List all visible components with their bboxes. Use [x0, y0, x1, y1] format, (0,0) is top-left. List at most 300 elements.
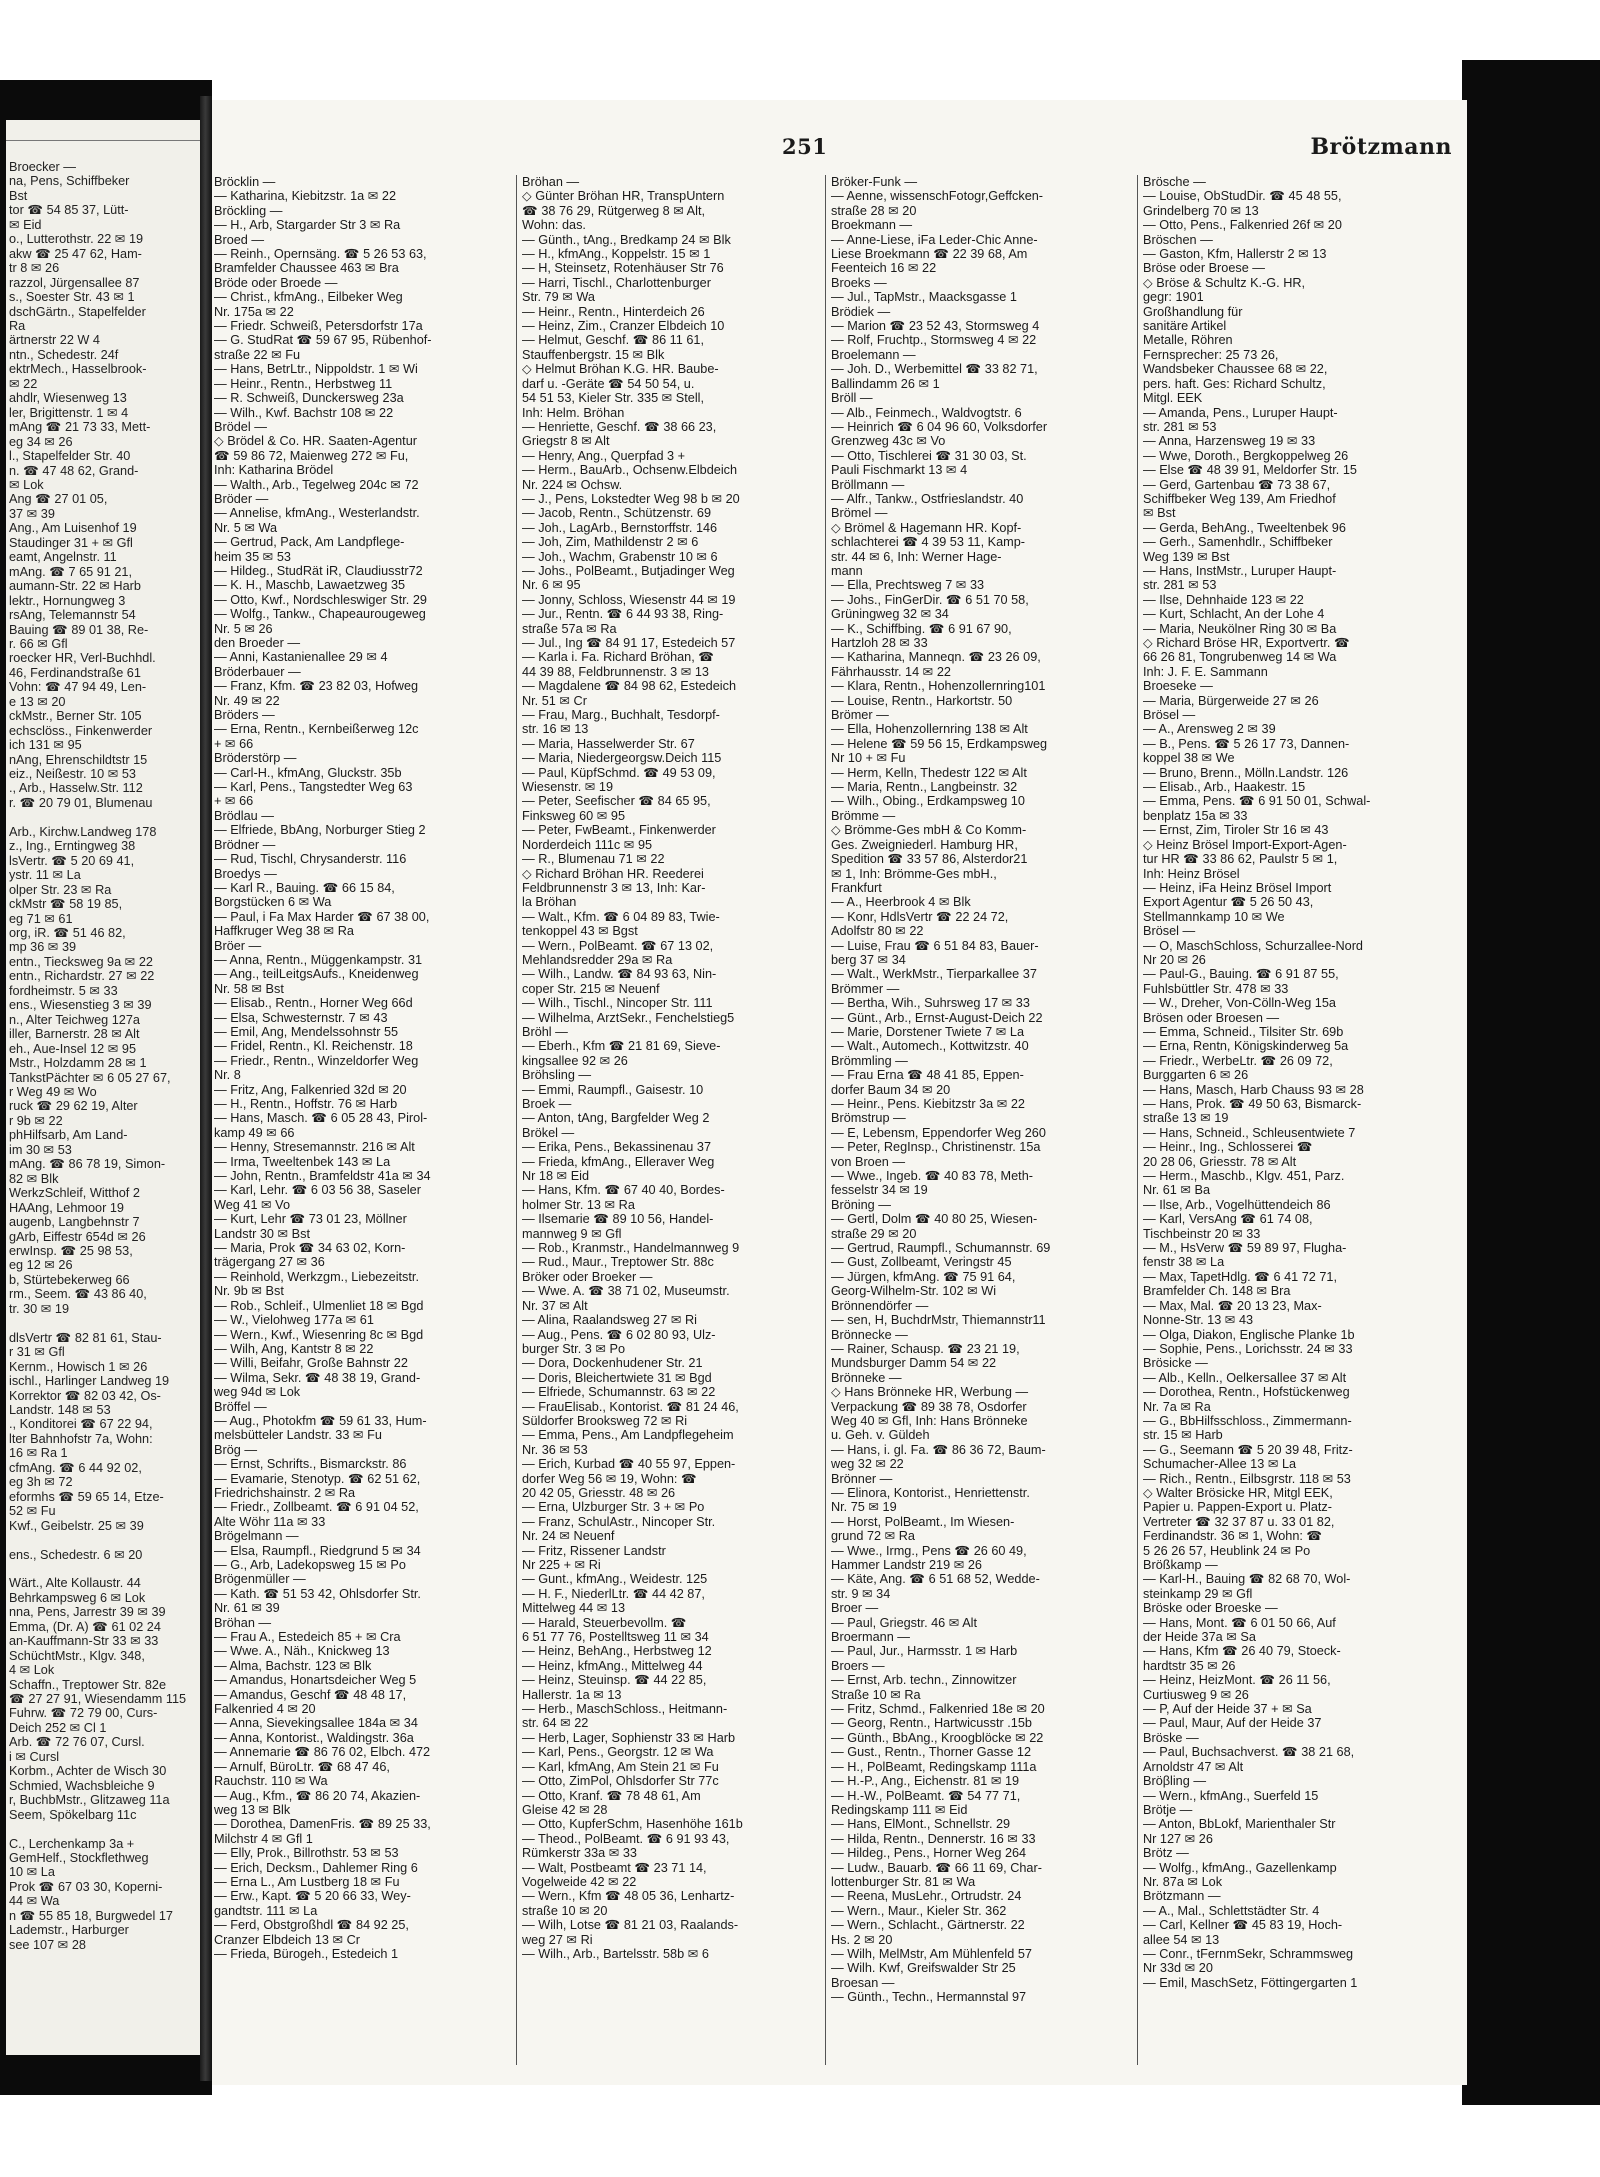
- directory-entry-line: Adolfstr 80 ✉ 22: [831, 924, 924, 939]
- directory-entry-line: — Anton, BbLokf, Marienthaler Str: [1143, 1817, 1336, 1832]
- directory-entry-line: Broedys —: [214, 866, 277, 881]
- directory-entry-line: 20 42 05, Griesstr. 48 ✉ 26: [522, 1485, 676, 1500]
- left-page-line: Schaffn., Treptower Str. 82e: [9, 1677, 167, 1692]
- directory-entry-line: — H.-W., PolBeamt. ☎ 54 77 71,: [831, 1788, 1021, 1803]
- directory-entry-line: + ✉ 66: [214, 794, 254, 809]
- directory-entry-line: — Wilh, Ang, Kantstr 8 ✉ 22: [214, 1341, 374, 1356]
- directory-entry-line: Wohn: das.: [522, 218, 586, 233]
- left-page-line: augenb, Langbehnstr 7: [9, 1215, 140, 1230]
- left-page-line: nna, Pens, Jarrestr 39 ✉ 39: [9, 1605, 166, 1620]
- directory-entry-line: — Otto, Pens., Falkenried 26f ✉ 20: [1143, 218, 1342, 233]
- left-page-rule: [6, 140, 200, 141]
- directory-entry-line: straße 22 ✉ Fu: [214, 347, 301, 362]
- directory-entry-line: str. 64 ✉ 22: [522, 1716, 589, 1731]
- directory-entry-line: Hartzloh 28 ✉ 33: [831, 636, 928, 650]
- left-page-line: n ☎ 55 85 18, Burgwedel 17: [9, 1908, 173, 1923]
- directory-entry-line: weg 94d ✉ Lok: [214, 1385, 301, 1400]
- directory-entry-line: la Bröhan: [522, 895, 577, 910]
- directory-entry-line: hardtstr 35 ✉ 26: [1143, 1658, 1236, 1673]
- directory-entry-line: — Maria, Niedergeorgsw.Deich 115: [522, 751, 722, 766]
- directory-entry-line: Inh: Heinz Brösel: [1143, 866, 1240, 881]
- directory-entry-line: — Wern., kfmAng., Suerfeld 15: [1143, 1788, 1319, 1803]
- directory-entry-line: Stellmannkamp 10 ✉ We: [1143, 909, 1285, 924]
- left-page-line: Behrkampsweg 6 ✉ Lok: [9, 1590, 146, 1605]
- directory-entry-line: Broed —: [214, 232, 265, 247]
- directory-entry-line: — Annelise, kfmAng., Westerlandstr.: [214, 506, 420, 521]
- directory-entry-line: Brögenmüller —: [214, 1572, 306, 1587]
- directory-entry-line: Georg-Wilhelm-Str. 102 ✉ Wi: [831, 1284, 997, 1299]
- directory-entry-line: 20 28 06, Griesstr. 78 ✉ Alt: [1143, 1154, 1297, 1169]
- left-page-line: eformhs ☎ 59 65 14, Etze-: [9, 1489, 164, 1504]
- directory-entry-line: Nr. 51 ✉ Cr: [522, 693, 587, 708]
- directory-entry-line: Alte Wöhr 11a ✉ 33: [214, 1514, 326, 1529]
- directory-entry-line: u. Geh. v. Güldeh: [831, 1428, 930, 1443]
- directory-entry-line: Bröhan —: [214, 1615, 272, 1630]
- directory-entry-line: Nr. 61 ✉ 39: [214, 1601, 280, 1616]
- directory-entry-line: — Frau Erna ☎ 48 41 85, Eppen-: [831, 1068, 1024, 1083]
- directory-entry-line: — K., Schiffbing. ☎ 6 91 67 90,: [831, 621, 1012, 636]
- directory-entry-line: — Erna, Rentn., Kernbeißerweg 12c: [214, 722, 419, 737]
- left-page-line: ✉ Lok: [9, 477, 44, 492]
- directory-entry-line: Brödiek —: [831, 304, 891, 319]
- directory-entry-line: — Gertrud, Pack, Am Landpflege-: [214, 535, 405, 550]
- directory-entry-line: Brötz —: [1143, 1846, 1189, 1861]
- left-page-column: [9, 160, 197, 2055]
- column-divider: [1137, 175, 1138, 2065]
- directory-entry-line: — Alb., Kelln., Oelkersallee 37 ✉ Alt: [1143, 1370, 1347, 1385]
- directory-entry-line: — Heinz, Steuinsp. ☎ 44 22 85,: [522, 1673, 707, 1688]
- left-page-line: dschGärtn., Stapelfelder: [9, 304, 146, 319]
- directory-entry-line: straße 57a ✉ Ra: [522, 621, 617, 636]
- directory-entry-line: — E, Lebensm, Eppendorfer Weg 260: [831, 1125, 1046, 1140]
- directory-entry-line: — Hans, Kfm. ☎ 67 40 40, Bordes-: [522, 1183, 725, 1198]
- directory-entry-line: Fernsprecher: 25 73 26,: [1143, 347, 1279, 362]
- directory-entry-line: Nonne-Str. 13 ✉ 43: [1143, 1313, 1254, 1328]
- directory-entry-line: Vertreter ☎ 32 37 87 u. 33 01 82,: [1143, 1514, 1335, 1529]
- directory-entry-line: — Wern., PolBeamt. ☎ 67 13 02,: [522, 938, 714, 953]
- directory-entry-line: — Katharina, Manneqn. ☎ 23 26 09,: [831, 650, 1041, 665]
- directory-entry-line: Nr. 9b ✉ Bst: [214, 1284, 284, 1299]
- directory-entry-line: — Carl-H., kfmAng, Gluckstr. 35b: [214, 765, 402, 780]
- directory-entry-line: — Conr., tFernmSekr, Schrammsweg: [1143, 1946, 1354, 1961]
- directory-entry-line: Export Agentur ☎ 5 26 50 43,: [1143, 895, 1314, 910]
- directory-entry-line: mann: [831, 563, 863, 578]
- directory-entry-line: Ges. Zweigniederl. Hamburg HR,: [831, 837, 1018, 852]
- directory-entry-line: Curtiusweg 9 ✉ 26: [1143, 1687, 1249, 1702]
- directory-entry-line: — Hans, Masch, Harb Chauss 93 ✉ 28: [1143, 1082, 1364, 1097]
- directory-entry-line: — Louise, ObStudDir. ☎ 45 48 55,: [1143, 189, 1342, 204]
- directory-entry-line: ◇ Hans Brönneke HR, Werbung —: [831, 1385, 1029, 1400]
- directory-entry-line: trägergang 27 ✉ 36: [214, 1255, 325, 1270]
- directory-entry-line: straße 10 ✉ 20: [522, 1903, 608, 1918]
- directory-entry-line: — Paul, i Fa Max Harder ☎ 67 38 00,: [214, 909, 430, 924]
- left-page-line: Korbm., Achter de Wisch 30: [9, 1764, 167, 1779]
- left-page-line: n. ☎ 47 48 62, Grand-: [9, 463, 139, 478]
- directory-entry-line: Bröhsling —: [522, 1068, 592, 1083]
- left-page-line: ens., Schedestr. 6 ✉ 20: [9, 1547, 143, 1562]
- directory-entry-line: Nr. 58 ✉ Bst: [214, 981, 284, 996]
- left-page-line: 44 ✉ Wa: [9, 1894, 60, 1909]
- left-page-line: nAng, Ehrenschildtstr 15: [9, 752, 148, 767]
- left-page-line: r. 66 ✉ Gfl: [9, 636, 68, 651]
- directory-entry-line: — Otto, KupferSchm, Hasenhöhe 161b: [522, 1817, 743, 1832]
- directory-entry-line: Bröckling —: [214, 203, 283, 218]
- left-page-line: Ang., Am Luisenhof 19: [9, 521, 137, 536]
- directory-entry-line: darf u. -Geräte ☎ 54 50 54, u.: [522, 376, 695, 391]
- left-page-line: eg 3h ✉ 72: [9, 1475, 73, 1490]
- directory-entry-line: — Elsa, Raumpfl., Riedgrund 5 ✉ 34: [214, 1543, 421, 1558]
- directory-entry-line: Frankfurt: [831, 880, 882, 895]
- directory-entry-line: — Friedr., WerbeLtr. ☎ 26 09 72,: [1143, 1053, 1333, 1068]
- directory-entry-line: Brömer —: [831, 708, 889, 723]
- left-page-line: see 107 ✉ 28: [9, 1937, 86, 1952]
- directory-entry-line: Bröse oder Broese —: [1143, 261, 1265, 276]
- directory-entry-line: — Harri, Tischl., Charlottenburger: [522, 275, 711, 290]
- directory-entry-line: Bröder —: [214, 491, 269, 506]
- left-page-line: Deich 252 ✉ Cl 1: [9, 1720, 107, 1735]
- directory-entry-line: Nr 20 ✉ 26: [1143, 952, 1206, 967]
- directory-entry-line: Metalle, Röhren: [1143, 333, 1233, 348]
- directory-entry-line: — Gertrud, Raumpfl., Schumannstr. 69: [831, 1241, 1051, 1256]
- running-head: Brötzmann: [1310, 134, 1452, 160]
- directory-entry-line: — Reena, MusLehr., Ortrudstr. 24: [831, 1889, 1022, 1904]
- directory-entry-line: — Paul, Buchsachverst. ☎ 38 21 68,: [1143, 1745, 1355, 1760]
- directory-entry-line: — A., Mal., Schlettstädter Str. 4: [1143, 1903, 1320, 1918]
- left-page-line: 46, Ferdinandstraße 61: [9, 665, 141, 680]
- directory-entry-line: — Wwe., Irmg., Pens ☎ 26 60 49,: [831, 1543, 1027, 1558]
- directory-entry-line: — A., Heerbrook 4 ✉ Blk: [831, 895, 971, 910]
- directory-entry-line: str. 281 ✉ 53: [1143, 578, 1217, 593]
- directory-entry-line: Norderdeich 111c ✉ 95: [522, 837, 653, 852]
- directory-entry-line: — R. Schweiß, Dunckersweg 23a: [214, 391, 404, 406]
- directory-entry-line: Bröcklin —: [214, 175, 276, 189]
- directory-entry-line: — Karl, kfmAng, Am Stein 21 ✉ Fu: [522, 1759, 719, 1774]
- directory-entry-line: — Hans, ElMont., Schnellstr. 29: [831, 1817, 1011, 1832]
- directory-entry-line: Grindelberg 70 ✉ 13: [1143, 203, 1259, 218]
- left-page-line: b, Stürtebekerweg 66: [9, 1272, 130, 1287]
- directory-entry-line: — K. H., Maschb, Lawaetzweg 35: [214, 578, 406, 593]
- directory-entry-line: — Frau A., Estedeich 85 + ✉ Cra: [214, 1630, 401, 1645]
- directory-entry-line: — Henriette, Geschf. ☎ 38 66 23,: [522, 419, 717, 434]
- directory-entry-line: — Paul, Maur, Auf der Heide 37: [1143, 1716, 1322, 1731]
- directory-entry-line: — Fritz, Ang, Falkenried 32d ✉ 20: [214, 1082, 407, 1097]
- directory-entry-line: — Sophie, Pens., Lorichsstr. 24 ✉ 33: [1143, 1341, 1353, 1356]
- directory-entry-line: den Broeder —: [214, 636, 301, 650]
- directory-entry-line: — Wolfg., Tankw., Chapeaurougeweg: [214, 607, 426, 622]
- directory-entry-line: — Klara, Rentn., Hohenzollernring101: [831, 679, 1046, 694]
- directory-entry-line: Nr 10 + ✉ Fu: [831, 751, 906, 766]
- left-page-line: eg 34 ✉ 26: [9, 434, 73, 449]
- directory-entry-line: — Annemarie ☎ 86 76 02, Elbch. 472: [214, 1745, 431, 1760]
- directory-entry-line: — Gaston, Kfm, Hallerstr 2 ✉ 13: [1143, 247, 1327, 262]
- left-page-line: l., Stapelfelder Str. 40: [9, 449, 131, 464]
- left-page-line: Bst: [9, 188, 28, 203]
- left-page-line: iller, Barnerstr. 28 ✉ Alt: [9, 1027, 140, 1042]
- column-divider: [825, 175, 826, 2065]
- directory-entry-line: tur HR ☎ 33 86 62, Paulstr 5 ✉ 1,: [1143, 852, 1338, 867]
- directory-entry-line: 5 26 26 57, Heublink 24 ✉ Po: [1143, 1543, 1311, 1558]
- directory-entry-line: — Joh, Zim, Mathildenstr 2 ✉ 6: [522, 535, 699, 550]
- directory-entry-line: — P, Auf der Heide 37 + ✉ Sa: [1143, 1702, 1312, 1717]
- directory-entry-line: mannweg 9 ✉ Gfl: [522, 1226, 622, 1241]
- directory-entry-line: Vogelweide 42 ✉ 22: [522, 1874, 637, 1889]
- directory-entry-line: Schiffbeker Weg 139, Am Friedhof: [1143, 491, 1336, 506]
- directory-entry-line: — Günth., Techn., Hermannstal 97: [831, 1990, 1027, 2005]
- directory-entry-line: — Wilh, Lotse ☎ 81 21 03, Raalands-: [522, 1918, 739, 1933]
- directory-entry-line: Cranzer Elbdeich 13 ✉ Cr: [214, 1932, 361, 1947]
- directory-entry-line: — Wilh., Arb., Bartelsstr. 58b ✉ 6: [522, 1946, 709, 1961]
- directory-entry-line: — Anna, Rentn., Müggenkampstr. 31: [214, 952, 423, 967]
- left-page-line: mAng. ☎ 86 78 19, Simon-: [9, 1157, 166, 1172]
- directory-entry-line: Bröker-Funk —: [831, 175, 918, 189]
- directory-entry-line: tenkoppel 43 ✉ Bgst: [522, 924, 638, 939]
- directory-entry-line: — Fritz, Rissener Landstr: [522, 1543, 666, 1558]
- directory-entry-line: ◇ Heinz Brösel Import-Export-Agen-: [1143, 837, 1347, 852]
- directory-entry-line: Mitgl. EEK: [1143, 391, 1203, 406]
- directory-entry-line: — Amandus, Honartsdeicher Weg 5: [214, 1673, 417, 1688]
- directory-entry-line: — Otto, Kranf. ☎ 78 48 61, Am: [522, 1788, 701, 1803]
- directory-entry-line: Fährhausstr. 14 ✉ 22: [831, 664, 951, 679]
- directory-entry-line: weg 32 ✉ 22: [831, 1457, 904, 1472]
- directory-entry-line: — Harald, Steuerbevollm. ☎: [522, 1615, 687, 1630]
- directory-entry-line: Brömmling —: [831, 1053, 908, 1068]
- directory-entry-line: — Karl, Pens., Georgstr. 12 ✉ Wa: [522, 1745, 714, 1760]
- directory-entry-line: — Hildeg., Pens., Horner Weg 264: [831, 1846, 1027, 1861]
- directory-entry-line: — Aug., Photokfm ☎ 59 61 33, Hum-: [214, 1413, 427, 1428]
- left-page-line: z., Ing., Erntingweg 38: [9, 839, 136, 854]
- directory-entry-line: Bröders —: [214, 708, 275, 723]
- directory-entry-line: — Ernst, Zim, Tiroler Str 16 ✉ 43: [1143, 823, 1329, 838]
- directory-entry-line: — Alina, Raalandsweg 27 ✉ Ri: [522, 1313, 697, 1328]
- directory-entry-line: Inh: Helm. Bröhan: [522, 405, 625, 420]
- directory-entry-line: Friedrichshainstr. 2 ✉ Ra: [214, 1485, 356, 1500]
- directory-entry-line: schlachterei ☎ 4 39 53 11, Kamp-: [831, 535, 1025, 550]
- directory-entry-line: Bröderstörp —: [214, 751, 297, 766]
- directory-entry-line: Bröer —: [214, 938, 262, 953]
- left-page-line: [9, 810, 197, 824]
- directory-entry-line: — Katharina, Kiebitzstr. 1a ✉ 22: [214, 189, 397, 204]
- directory-entry-line: — Paul-G., Bauing. ☎ 6 91 87 55,: [1143, 967, 1339, 982]
- directory-entry-line: — Walt., Kfm. ☎ 6 04 89 83, Twie-: [522, 909, 720, 924]
- left-page-line: Ang ☎ 27 01 05,: [9, 492, 108, 507]
- left-page-line: ens., Wiesenstieg 3 ✉ 39: [9, 998, 152, 1013]
- directory-entry-line: — Max, Mal. ☎ 20 13 23, Max-: [1143, 1298, 1322, 1313]
- directory-entry-line: — Johs., PolBeamt., Butjadinger Weg: [522, 563, 735, 578]
- directory-entry-line: — Horst, PolBeamt., Im Wiesen-: [831, 1514, 1015, 1529]
- directory-entry-line: Gleise 42 ✉ 28: [522, 1802, 608, 1817]
- left-page-line: Kernm., Howisch 1 ✉ 26: [9, 1359, 148, 1374]
- directory-entry-line: — Dorothea, Rentn., Hofstückenweg: [1143, 1385, 1350, 1400]
- directory-entry-line: — Rainer, Schausp. ☎ 23 21 19,: [831, 1341, 1020, 1356]
- directory-entry-line: Straße 10 ✉ Ra: [831, 1687, 921, 1702]
- directory-entry-line: — Karl R., Bauing. ☎ 66 15 84,: [214, 880, 395, 895]
- directory-entry-line: koppel 38 ✉ We: [1143, 751, 1235, 766]
- directory-entry-line: Mittelweg 44 ✉ 13: [522, 1601, 626, 1616]
- directory-entry-line: Landstr 30 ✉ Bst: [214, 1226, 310, 1241]
- directory-entry-line: — Joh., Wachm, Grabenstr 10 ✉ 6: [522, 549, 718, 564]
- directory-entry-line: melsbütteler Landstr. 33 ✉ Fu: [214, 1428, 382, 1443]
- directory-entry-line: Broer —: [831, 1601, 879, 1616]
- directory-entry-line: — Elly, Prok., Billrothstr. 53 ✉ 53: [214, 1846, 399, 1861]
- directory-entry-line: — Wilh., Landw. ☎ 84 93 63, Nin-: [522, 967, 717, 982]
- left-page-line: rsAng, Telemannstr 54: [9, 608, 136, 623]
- directory-entry-line: — G., Seemann ☎ 5 20 39 48, Fritz-: [1143, 1442, 1353, 1457]
- directory-entry-line: — Max, TapetHdlg. ☎ 6 41 72 71,: [1143, 1269, 1338, 1284]
- directory-entry-line: — Dorothea, DamenFris. ☎ 89 25 33,: [214, 1817, 431, 1832]
- directory-entry-line: Bröker oder Broeker —: [522, 1269, 653, 1284]
- directory-entry-line: dorfer Baum 34 ✉ 20: [831, 1082, 951, 1097]
- directory-entry-line: Großhandlung für: [1143, 304, 1243, 319]
- left-page-line: lsVertr. ☎ 5 20 69 41,: [9, 853, 135, 868]
- directory-entry-line: Brönner —: [831, 1471, 893, 1486]
- left-page-line: r. ☎ 20 79 01, Blumenau: [9, 795, 153, 810]
- directory-entry-line: — Ernst, Schrifts., Bismarckstr. 86: [214, 1457, 407, 1472]
- directory-entry-line: Nr. 6 ✉ 95: [522, 578, 581, 593]
- directory-entry-line: Brömstrup —: [831, 1111, 906, 1126]
- left-page-line: erwInsp. ☎ 25 98 53,: [9, 1243, 133, 1258]
- directory-entry-line: Nr. 5 ✉ 26: [214, 621, 273, 636]
- directory-entry-line: ✉ 1, Inh: Brömme-Ges mbH.,: [831, 866, 997, 881]
- directory-entry-line: Brösel —: [1143, 924, 1196, 939]
- directory-entry-line: Bröhan —: [522, 175, 580, 189]
- left-page-line: ruck ☎ 29 62 19, Alter: [9, 1099, 138, 1114]
- directory-entry-line: — Fridel, Rentn., Kl. Reichenstr. 18: [214, 1039, 413, 1054]
- directory-entry-line: Brökel —: [522, 1125, 575, 1140]
- directory-entry-line: — Aug., Kfm., ☎ 86 20 74, Akazien-: [214, 1788, 421, 1803]
- directory-entry-line: — Walt, Postbeamt ☎ 23 71 14,: [522, 1860, 707, 1875]
- directory-entry-line: Wiesenstr. ✉ 19: [522, 780, 614, 795]
- left-page-line: C., Lerchenkamp 3a +: [9, 1836, 135, 1851]
- directory-entry-line: — Günth., BbAng., Kroogblöcke ✉ 22: [831, 1730, 1044, 1745]
- directory-entry-line: — Willi, Beifahr, Große Bahnstr 22: [214, 1356, 408, 1371]
- left-page-line: WerkzSchleif, Witthof 2: [9, 1186, 140, 1201]
- left-page-line: i ✉ Cursl: [9, 1749, 60, 1764]
- directory-entry-line: gandtstr. 111 ✉ La: [214, 1903, 318, 1918]
- directory-entry-line: Papier u. Pappen-Export u. Platz-: [1143, 1500, 1333, 1515]
- left-page-line: HAAng, Lehmoor 19: [9, 1200, 124, 1215]
- directory-entry-line: — Ernst, Arb. techn., Zinnowitzer: [831, 1673, 1017, 1688]
- directory-entry-line: — Frieda, kfmAng., Elleraver Weg: [522, 1154, 715, 1169]
- directory-entry-line: — Elfriede, BbAng, Norburger Stieg 2: [214, 823, 426, 838]
- left-page-line: an-Kauffmann-Str 33 ✉ 33: [9, 1634, 159, 1649]
- book-gutter: [200, 96, 212, 2081]
- directory-entry-line: — Käte, Ang. ☎ 6 51 68 52, Wedde-: [831, 1572, 1040, 1587]
- directory-page: [212, 100, 1467, 2085]
- directory-entry-line: — Georg, Rentn., Hartwicusstr .15b: [831, 1716, 1032, 1731]
- left-page-line: eamt, Angelnstr. 11: [9, 550, 117, 565]
- left-page-line: ich 131 ✉ 95: [9, 738, 82, 753]
- directory-entry-line: — Ella, Hohenzollernring 138 ✉ Alt: [831, 722, 1028, 737]
- left-page-line: 52 ✉ Fu: [9, 1504, 56, 1519]
- directory-entry-line: — O, MaschSchloss, Schurzallee-Nord: [1143, 938, 1363, 953]
- directory-entry-line: — Herm., Maschb., Klgv. 451, Parz.: [1143, 1169, 1345, 1184]
- directory-entry-line: — Jürgen, kfmAng. ☎ 75 91 64,: [831, 1269, 1016, 1284]
- directory-entry-line: Nr 18 ✉ Eid: [522, 1169, 590, 1184]
- left-page-line: Bauing ☎ 89 01 38, Re-: [9, 622, 149, 637]
- directory-entry-line: Bröβling —: [1143, 1774, 1207, 1789]
- directory-entry-line: — Anni, Kastanienallee 29 ✉ 4: [214, 650, 388, 665]
- directory-entry-line: Nr 127 ✉ 26: [1143, 1831, 1213, 1846]
- directory-entry-line: Bröderbauer —: [214, 664, 301, 679]
- directory-entry-line: — Otto, ZimPol, Ohlsdorfer Str 77c: [522, 1774, 719, 1789]
- directory-entry-line: — Jacob, Rentn., Schützenstr. 69: [522, 506, 712, 521]
- directory-entry-line: — Johs., FinGerDir. ☎ 6 51 70 58,: [831, 592, 1029, 607]
- directory-entry-line: — Irma, Tweeltenbek 143 ✉ La: [214, 1154, 391, 1169]
- left-page-line: 37 ✉ 39: [9, 506, 55, 521]
- directory-entry-line: Ballindamm 26 ✉ 1: [831, 376, 940, 391]
- directory-entry-line: — Emma, Schneid., Tilsiter Str. 69b: [1143, 1024, 1344, 1039]
- directory-entry-line: Nr. 224 ✉ Ochsw.: [522, 477, 623, 492]
- directory-entry-line: — Erna L., Am Lustberg 18 ✉ Fu: [214, 1874, 400, 1889]
- directory-entry-line: — Hans, Prok. ☎ 49 50 63, Bismarck-: [1143, 1097, 1362, 1111]
- directory-entry-line: ◇ Brömme-Ges mbH & Co Komm-: [831, 823, 1027, 838]
- directory-entry-line: — Anna, Harzensweg 19 ✉ 33: [1143, 434, 1316, 449]
- directory-entry-line: Redingskamp 111 ✉ Eid: [831, 1802, 968, 1817]
- directory-entry-line: Nr. 175a ✉ 22: [214, 304, 294, 319]
- directory-entry-line: Inh: Katharina Brödel: [214, 463, 334, 478]
- left-page-line: mp 36 ✉ 39: [9, 940, 77, 955]
- left-page-line: Wärt., Alte Kollaustr. 44: [9, 1576, 141, 1591]
- directory-entry-line: — Ludw., Bauarb. ☎ 66 11 69, Char-: [831, 1860, 1042, 1875]
- directory-entry-line: Milchstr 4 ✉ Gfl 1: [214, 1831, 313, 1846]
- directory-entry-line: Rümkerstr 33a ✉ 33: [522, 1846, 637, 1861]
- directory-entry-line: — Karl, Lehr. ☎ 6 03 56 38, Saseler: [214, 1183, 421, 1198]
- left-page-line: Ra: [9, 318, 26, 333]
- left-page-line: [9, 1562, 197, 1576]
- directory-entry-line: — Wern., Schlacht., Gärtnerstr. 22: [831, 1918, 1025, 1933]
- directory-entry-line: holmer Str. 13 ✉ Ra: [522, 1197, 635, 1212]
- directory-entry-line: Bröll —: [831, 391, 873, 406]
- directory-entry-line: Str. 79 ✉ Wa: [522, 290, 595, 305]
- directory-entry-line: Bröffel —: [214, 1399, 267, 1414]
- directory-entry-line: — H.-P., Ang., Eichenstr. 81 ✉ 19: [831, 1774, 1020, 1789]
- left-page-line: ., Konditorei ☎ 67 22 94,: [9, 1417, 153, 1432]
- left-page-line: TankstPächter ✉ 6 05 27 67,: [9, 1070, 171, 1085]
- directory-entry-line: — Wilh., Tischl., Nincoper Str. 111: [522, 996, 713, 1011]
- column-4: [1143, 175, 1465, 2065]
- directory-entry-line: — Wwe. A., Näh., Knickweg 13: [214, 1644, 390, 1659]
- directory-entry-line: Nr. 87a ✉ Lok: [1143, 1874, 1223, 1889]
- directory-entry-line: — Else ☎ 48 39 91, Meldorfer Str. 15: [1143, 463, 1357, 478]
- left-page-line: razzol, Jürgensallee 87: [9, 275, 140, 290]
- left-page-line: tr. 30 ✉ 19: [9, 1301, 70, 1316]
- column-3: [831, 175, 1135, 2065]
- directory-entry-line: — Fritz, Schmd., Falkenried 18e ✉ 20: [831, 1702, 1045, 1717]
- directory-entry-line: — Arnulf, BüroLtr. ☎ 68 47 46,: [214, 1759, 390, 1774]
- directory-entry-line: — Gerd, Gartenbau ☎ 73 38 67,: [1143, 477, 1331, 492]
- directory-entry-line: Broeks —: [831, 275, 887, 290]
- directory-entry-line: — Heinr., Pens. Kiebitzstr 3a ✉ 22: [831, 1097, 1025, 1111]
- directory-entry-line: — Elsa, Schwesternstr. 7 ✉ 43: [214, 1010, 388, 1025]
- left-page-line: tor ☎ 54 85 37, Lütt-: [9, 203, 129, 218]
- directory-entry-line: 6 51 77 76, Postelltsweg 11 ✉ 34: [522, 1630, 709, 1645]
- directory-entry-line: Brödlau —: [214, 808, 274, 823]
- left-page-line: ., Arb., Hasselw.Str. 112: [9, 781, 143, 796]
- directory-entry-line: — Gust, Zollbeamt, Veringstr 45: [831, 1255, 1012, 1270]
- directory-entry-line: — Erika, Pens., Bekassinenau 37: [522, 1140, 712, 1155]
- directory-entry-line: — Wilh, MelMstr, Am Mühlenfeld 57: [831, 1946, 1032, 1961]
- column-divider: [516, 175, 517, 2065]
- directory-entry-line: — Maria, Bürgerweide 27 ✉ 26: [1143, 693, 1319, 708]
- directory-entry-line: 44 39 88, Feldbrunnenstr. 3 ✉ 13: [522, 664, 709, 679]
- directory-entry-line: Brömme —: [831, 808, 896, 823]
- directory-entry-line: Borgstücken 6 ✉ Wa: [214, 895, 332, 910]
- left-page-line: fordheimstr. 5 ✉ 33: [9, 983, 118, 998]
- left-page-line: [9, 1316, 197, 1330]
- directory-entry-line: — Friedr. Schweiß, Petersdorfstr 17a: [214, 319, 423, 334]
- directory-entry-line: — Rud., Maur., Treptower Str. 88c: [522, 1255, 714, 1270]
- directory-entry-line: — Doris, Bleichertwiete 31 ✉ Bgd: [522, 1370, 712, 1385]
